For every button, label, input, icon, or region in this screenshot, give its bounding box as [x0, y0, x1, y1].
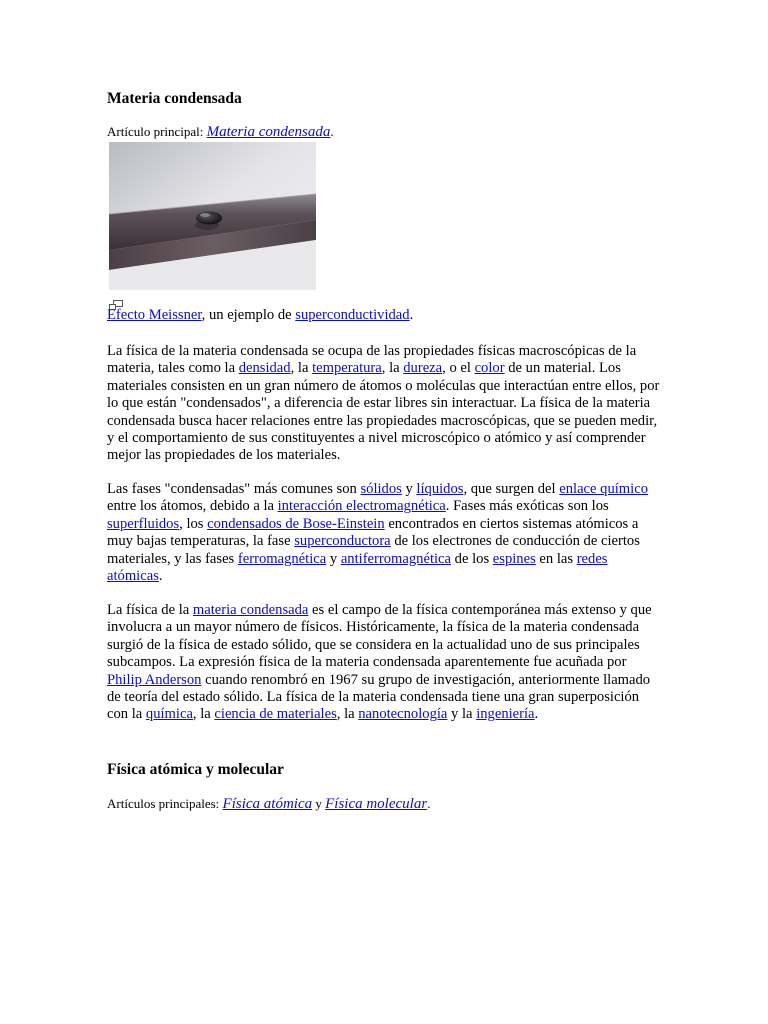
- link-philip-anderson[interactable]: Philip Anderson: [107, 671, 202, 688]
- main-article-note: Artículo principal: Materia condensada.: [107, 124, 334, 140]
- link-ingenieria[interactable]: ingeniería: [476, 706, 535, 723]
- link-interaccion-electromagnetica[interactable]: interacción electromagnética: [277, 498, 446, 515]
- link-condensados-bose-einstein[interactable]: condensados de Bose-Einstein: [207, 515, 385, 532]
- link-superconductividad[interactable]: superconductividad: [295, 307, 410, 323]
- link-antiferromagnetica[interactable]: antiferromagnética: [340, 550, 452, 567]
- link-ferromagnetica[interactable]: ferromagnética: [237, 550, 327, 567]
- paragraph-history: La física de la materia condensada es el campo de la física contemporánea más extenso y que involucra a un mayor número de físicos. Históricamente, la física de la materia condensada surgió de la física de estado sólido, que se considera en la actualidad uno de sus principales subcampos. La expresión física de la materia condensada aparentemente fue acuñada por Philip Anderson cuando renombró en 1967 su grupo de investigación, anteriormente llamado de teoría del estado sólido. La física de la materia condensada tiene una gran superposición con la química, la ciencia de materiales, la nanotecnología y la ingeniería.: [107, 602, 652, 723]
- link-efecto-meissner[interactable]: Efecto Meissner: [107, 307, 202, 323]
- link-superfluidos[interactable]: superfluidos: [107, 515, 180, 532]
- link-fisica-atomica[interactable]: Física atómica: [222, 796, 313, 812]
- link-enlace-quimico[interactable]: enlace químico: [559, 481, 648, 497]
- meissner-effect-photo: [109, 142, 316, 290]
- paragraph-phases: Las fases "condensadas" más comunes son sólidos y líquidos, que surgen del enlace químico entre los átomos, debido a la interacción electromagnética. Fases más exóticas son los superfluidos, los condensados de Bose-Einstein encontrados en ciertos sistemas atómicos a muy bajas temperaturas, la fase superconductora de los electrones de conducción de ciertos materiales, y las fases ferromagnética y antiferromagnética de los espines en las redes atómicas.: [107, 481, 648, 585]
- section-heading-fisica-atomica-molecular: Física atómica y molecular: [107, 761, 284, 778]
- main-articles-note: Artículos principales: Física atómica y Física molecular.: [107, 796, 431, 812]
- link-dureza[interactable]: dureza: [403, 360, 443, 377]
- link-superconductora[interactable]: superconductora: [294, 533, 391, 550]
- link-solidos[interactable]: sólidos: [360, 481, 402, 497]
- link-materia-condensada-main[interactable]: Materia condensada: [206, 124, 331, 140]
- link-nanotecnologia[interactable]: nanotecnología: [358, 706, 448, 723]
- link-materia-condensada[interactable]: materia condensada: [192, 602, 309, 618]
- figure-caption: Efecto Meissner, un ejemplo de superconductividad.: [107, 307, 414, 323]
- link-redes-atomicas[interactable]: redes atómicas: [107, 550, 608, 585]
- paragraph-intro: La física de la materia condensada se ocupa de las propiedades físicas macroscópicas de la materia, tales como la densidad, la temperatura, la dureza, o el color de un material. Los materiales consisten en un gran número de átomos o moléculas que interactúan entre ellos, por lo que están "condensados", a diferencia de estar libres sin interactuar. La física de la materia condensada busca hacer relaciones entre las propiedades macroscópicas, que se pueden medir, y el comportamiento de sus constituyentes a nivel microscópico o atómico y así comprender mejor las propiedades de los materiales.: [107, 343, 660, 464]
- link-ciencia-de-materiales[interactable]: ciencia de materiales: [214, 706, 337, 723]
- link-densidad[interactable]: densidad: [238, 360, 291, 377]
- link-color[interactable]: color: [474, 360, 505, 377]
- link-temperatura[interactable]: temperatura: [312, 360, 382, 377]
- link-quimica[interactable]: química: [145, 706, 193, 723]
- link-espines[interactable]: espines: [492, 550, 536, 567]
- magnify-clip-icon[interactable]: [109, 297, 123, 307]
- link-liquidos[interactable]: líquidos: [416, 481, 464, 497]
- link-fisica-molecular[interactable]: Física molecular: [325, 796, 428, 812]
- section-heading-materia-condensada: Materia condensada: [107, 90, 242, 107]
